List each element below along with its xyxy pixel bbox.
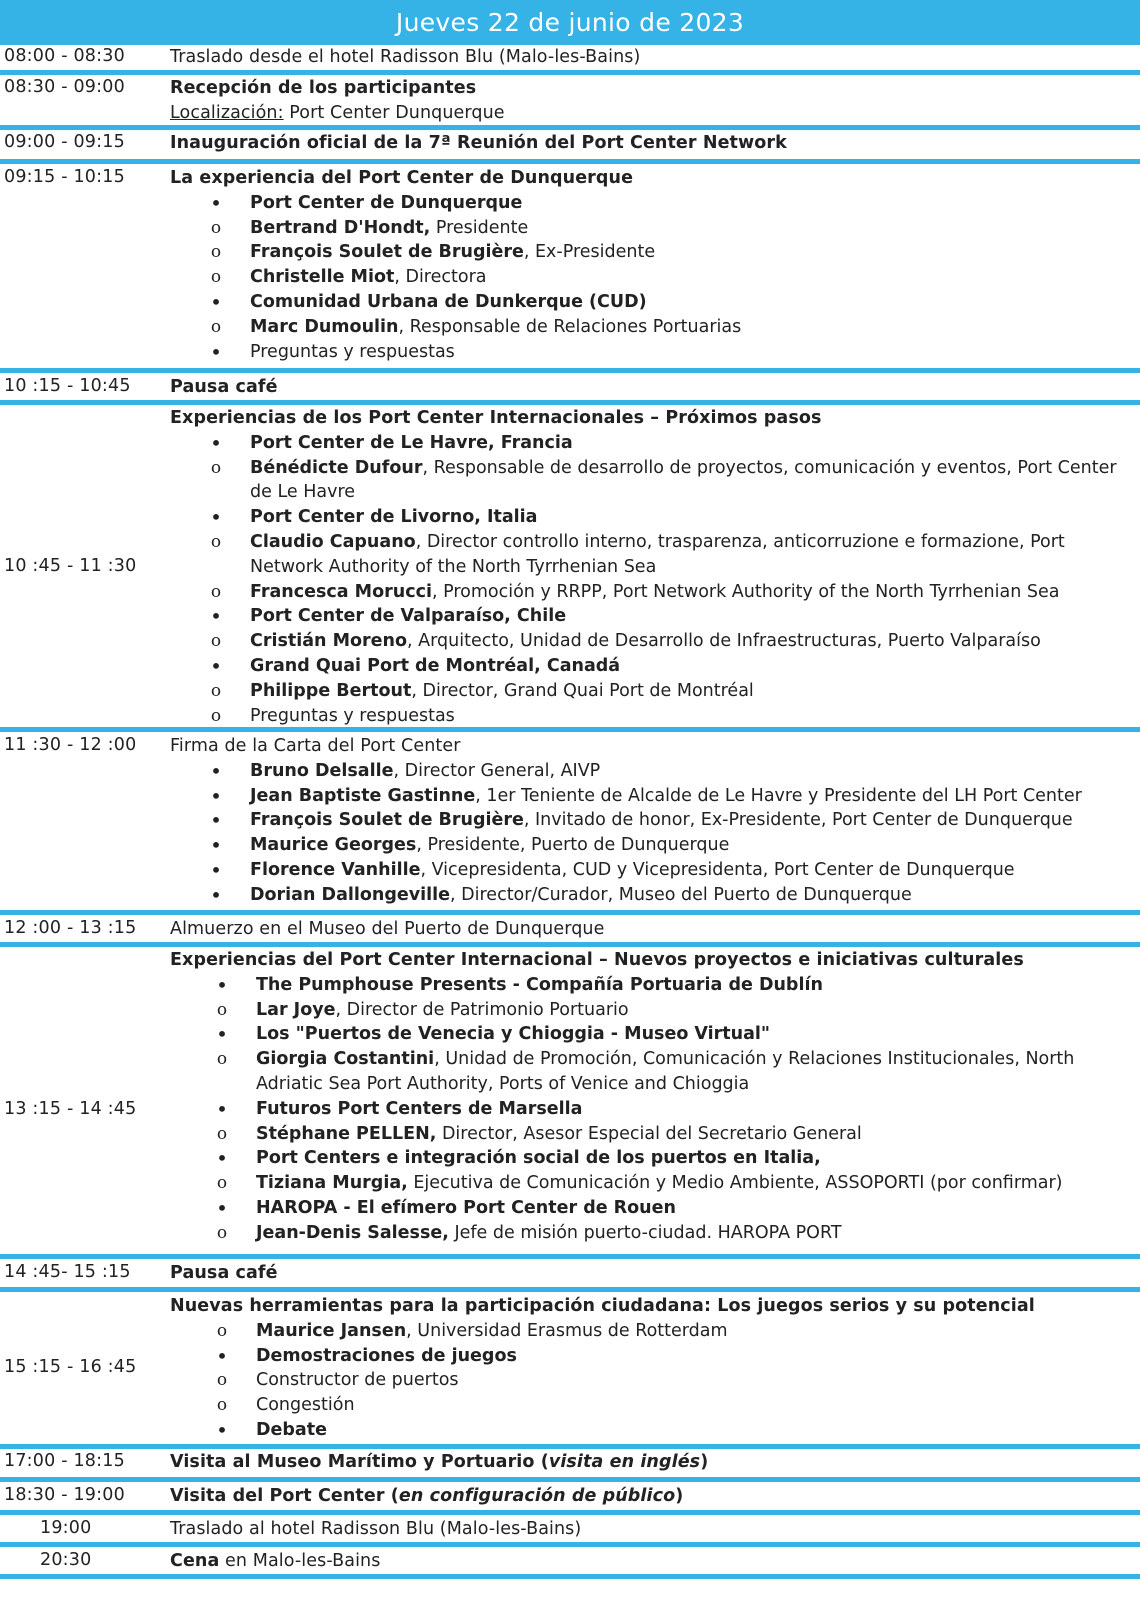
item-detail: Constructor de puertos xyxy=(256,1370,459,1391)
item-name: Port Centers e integración social de los puertos en Italia, xyxy=(256,1148,821,1169)
bullet-marker: • xyxy=(210,808,222,833)
circle-marker: o xyxy=(210,217,222,238)
row-time: 08:00 - 08:30 xyxy=(4,46,125,66)
row-title: Firma de la Carta del Port Center xyxy=(170,736,461,756)
row-title xyxy=(170,948,1140,973)
row-title-text: Pausa café xyxy=(170,377,278,397)
item-name: Demostraciones de juegos xyxy=(256,1345,517,1366)
row-title: Almuerzo en el Museo del Puerto de Dunquerque xyxy=(170,919,605,939)
row-content xyxy=(170,1261,1140,1286)
row-title-text: Experiencias de los Port Center Internacionales – Próximos pasos xyxy=(170,408,822,428)
list-item xyxy=(170,629,1140,654)
bullet-marker: • xyxy=(210,833,222,858)
list-item xyxy=(170,1097,1140,1122)
bullet-marker: • xyxy=(216,1146,228,1171)
row-separator xyxy=(0,400,1140,405)
list-item xyxy=(170,265,1140,290)
row-title-text: Pausa café xyxy=(170,1263,278,1283)
list-item xyxy=(170,654,1140,679)
row-title: Traslado desde el hotel Radisson Blu (Malo-les-Bains) xyxy=(170,47,641,67)
item-detail: , Ex-Presidente xyxy=(523,242,656,263)
list-item xyxy=(170,315,1140,340)
bullet-marker: • xyxy=(210,339,222,364)
item-name: Philippe Bertout xyxy=(250,680,412,701)
item-detail: , Invitado de honor, Ex-Presidente, Port Center de Dunquerque xyxy=(523,810,1073,831)
item-name: The Pumphouse Presents - Compañía Portuaria de Dublín xyxy=(256,974,823,995)
page-title: Jueves 22 de junio de 2023 xyxy=(395,8,745,37)
bullet-marker: • xyxy=(210,604,222,629)
bullet-marker: • xyxy=(210,190,222,215)
item-detail: , Responsable de Relaciones Portuarias xyxy=(398,316,742,337)
circle-marker: o xyxy=(216,999,228,1020)
item-detail: , Universidad Erasmus de Rotterdam xyxy=(406,1320,728,1341)
schedule-row xyxy=(0,131,1140,157)
list-item xyxy=(170,858,1140,883)
list-item xyxy=(170,679,1140,704)
list-item xyxy=(170,1344,1140,1369)
item-name: François Soulet de Brugière xyxy=(250,810,524,831)
circle-marker: o xyxy=(210,242,222,263)
row-title xyxy=(170,131,1140,156)
item-name: Grand Quai Port de Montréal, Canadá xyxy=(250,655,621,676)
item-name: Florence Vanhille xyxy=(250,859,421,880)
row-title-text: Visita al Museo Marítimo y Portuario ( xyxy=(170,1452,549,1472)
circle-marker: o xyxy=(216,1173,228,1194)
schedule-row xyxy=(0,734,1140,908)
schedule-row xyxy=(0,76,1140,124)
list-item xyxy=(170,240,1140,265)
bullet-marker: • xyxy=(216,1195,228,1220)
item-name: Maurice Jansen xyxy=(256,1320,407,1341)
bullet-marker: • xyxy=(216,972,228,997)
item-name: Tiziana Murgia, xyxy=(256,1173,408,1194)
row-content xyxy=(170,1549,1140,1574)
bullet-marker: • xyxy=(210,289,222,314)
row-content xyxy=(170,734,1140,908)
item-detail: , Director, Grand Quai Port de Montréal xyxy=(411,680,754,701)
list-item xyxy=(170,1368,1140,1393)
row-time: 14 :45- 15 :15 xyxy=(4,1262,131,1282)
row-time: 10 :15 - 10:45 xyxy=(4,376,131,396)
row-separator xyxy=(0,1477,1140,1482)
list-item xyxy=(170,505,1140,530)
circle-marker: o xyxy=(210,705,222,726)
row-title-text: Recepción de los participantes xyxy=(170,78,477,98)
row-content xyxy=(170,375,1140,400)
row-content xyxy=(170,1484,1140,1509)
circle-marker: o xyxy=(216,1370,228,1391)
row-content xyxy=(170,948,1140,1246)
list-item xyxy=(170,1221,1140,1246)
row-title xyxy=(170,406,1140,431)
item-name: HAROPA - El efímero Port Center de Rouen xyxy=(256,1197,676,1218)
row-separator xyxy=(0,1254,1140,1259)
bullet-marker: • xyxy=(210,882,222,907)
list-item xyxy=(170,883,1140,908)
row-title xyxy=(170,375,1140,400)
row-title xyxy=(170,1450,1140,1475)
row-time: 10 :45 - 11 :30 xyxy=(4,556,137,576)
row-time: 08:30 - 09:00 xyxy=(4,77,125,97)
row-content xyxy=(170,76,1140,126)
item-detail: Congestión xyxy=(256,1395,355,1416)
list-item xyxy=(170,1146,1140,1171)
circle-marker: o xyxy=(216,1395,228,1416)
bullet-marker: • xyxy=(210,857,222,882)
list-item xyxy=(170,456,1140,506)
schedule-row xyxy=(0,1517,1140,1541)
row-separator xyxy=(0,159,1140,164)
item-name: Port Center de Dunquerque xyxy=(250,192,523,213)
item-detail: Director, Asesor Especial del Secretario General xyxy=(436,1123,862,1144)
list-item xyxy=(170,1022,1140,1047)
item-name: Dorian Dallongeville xyxy=(250,884,451,905)
item-name: Comunidad Urbana de Dunkerque (CUD) xyxy=(250,291,647,312)
list-item xyxy=(170,1122,1140,1147)
list-item xyxy=(170,833,1140,858)
row-separator xyxy=(0,1287,1140,1292)
row-title-text: Nuevas herramientas para la participación ciudadana: Los juegos serios y su potencial xyxy=(170,1296,1035,1316)
row-title-text: ) xyxy=(675,1486,684,1506)
item-detail: , Arquitecto, Unidad de Desarrollo de Infraestructuras, Puerto Valparaíso xyxy=(407,631,1041,652)
circle-marker: o xyxy=(216,1049,228,1070)
list-item xyxy=(170,704,1140,729)
item-name: Bruno Delsalle xyxy=(250,760,394,781)
item-name: Francesca Morucci xyxy=(250,581,432,602)
schedule-row xyxy=(0,948,1140,1248)
circle-marker: o xyxy=(210,680,222,701)
row-title xyxy=(170,1261,1140,1286)
row-title xyxy=(170,1549,1140,1574)
row-title xyxy=(170,76,1140,101)
row-separator xyxy=(0,70,1140,75)
item-name: Giorgia Costantini xyxy=(256,1049,435,1070)
row-time: 18:30 - 19:00 xyxy=(4,1485,125,1505)
item-name: Stéphane PELLEN, xyxy=(256,1123,437,1144)
circle-marker: o xyxy=(216,1222,228,1243)
item-detail: , Director controllo interno, trasparenza, anticorruzione e formazione, Port Network Authority of the North Tyrrhenian Sea xyxy=(250,531,1065,577)
row-time: 13 :15 - 14 :45 xyxy=(4,1099,137,1119)
bullet-marker: • xyxy=(210,783,222,808)
list-item xyxy=(170,973,1140,998)
list-item xyxy=(170,580,1140,605)
item-name: Port Center de Le Havre, Francia xyxy=(250,432,573,453)
list-item xyxy=(170,1418,1140,1443)
row-title-italic: en configuración de público xyxy=(398,1486,676,1506)
row-title-text: La experiencia del Port Center de Dunquerque xyxy=(170,168,634,188)
item-name: Los "Puertos de Venecia y Chioggia - Museo Virtual" xyxy=(256,1024,771,1045)
row-time: 11 :30 - 12 :00 xyxy=(4,735,137,755)
item-name: Christelle Miot xyxy=(250,267,395,288)
row-separator xyxy=(0,910,1140,915)
bullet-marker: • xyxy=(216,1022,228,1047)
item-detail: Preguntas y respuestas xyxy=(250,341,455,362)
circle-marker: o xyxy=(210,581,222,602)
item-name: Port Center de Livorno, Italia xyxy=(250,507,538,528)
row-title-rest: en Malo-les-Bains xyxy=(219,1551,381,1571)
list-item xyxy=(170,340,1140,365)
row-separator xyxy=(0,1444,1140,1449)
schedule-row xyxy=(0,45,1140,69)
circle-marker: o xyxy=(210,267,222,288)
schedule-row xyxy=(0,1484,1140,1510)
row-title-italic: visita en inglés xyxy=(548,1452,701,1472)
schedule-row xyxy=(0,406,1140,724)
item-name: Cristián Moreno xyxy=(250,631,408,652)
schedule-row xyxy=(0,1294,1140,1444)
list-item xyxy=(170,808,1140,833)
item-name: Jean Baptiste Gastinne xyxy=(250,785,476,806)
item-name: Jean-Denis Salesse, xyxy=(256,1222,449,1243)
row-time: 09:15 - 10:15 xyxy=(4,167,125,187)
row-content xyxy=(170,45,1140,70)
row-content xyxy=(170,131,1140,156)
item-detail: , Directora xyxy=(394,267,487,288)
bullet-marker: • xyxy=(210,430,222,455)
row-separator xyxy=(0,1542,1140,1547)
row-title xyxy=(170,166,1140,191)
circle-marker: o xyxy=(210,631,222,652)
circle-marker: o xyxy=(210,531,222,552)
list-item xyxy=(170,290,1140,315)
item-detail: , Director de Patrimonio Portuario xyxy=(335,999,629,1020)
row-time: 12 :00 - 13 :15 xyxy=(4,918,137,938)
list-item xyxy=(170,191,1140,216)
circle-marker: o xyxy=(216,1320,228,1341)
item-detail: , Director General, AIVP xyxy=(393,760,601,781)
row-title: Traslado al hotel Radisson Blu (Malo-les-Bains) xyxy=(170,1519,582,1539)
circle-marker: o xyxy=(210,457,222,478)
row-content xyxy=(170,1450,1140,1475)
list-item xyxy=(170,998,1140,1023)
row-content xyxy=(170,917,1140,942)
list-item xyxy=(170,431,1140,456)
list-item xyxy=(170,1047,1140,1097)
list-item xyxy=(170,1196,1140,1221)
item-detail: Presidente xyxy=(430,217,529,238)
item-name: Marc Dumoulin xyxy=(250,316,399,337)
item-name: Lar Joye xyxy=(256,999,336,1020)
item-name: Bénédicte Dufour xyxy=(250,457,423,478)
item-detail: Jefe de misión puerto-ciudad. HAROPA PORT xyxy=(448,1222,842,1243)
row-time: 20:30 xyxy=(40,1550,92,1570)
list-item xyxy=(170,1171,1140,1196)
schedule-row xyxy=(0,917,1140,941)
row-title-text: Visita del Port Center ( xyxy=(170,1486,399,1506)
row-title-text: Cena xyxy=(170,1551,220,1571)
row-title xyxy=(170,1484,1140,1509)
bullet-marker: • xyxy=(210,505,222,530)
schedule-row xyxy=(0,1450,1140,1476)
item-detail: , Unidad de Promoción, Comunicación y Relaciones Institucionales, North Adriatic Sea Port Authority, Ports of Venice and Chioggia xyxy=(256,1049,1075,1094)
page-header xyxy=(0,0,1140,45)
bullet-marker: • xyxy=(210,758,222,783)
row-title xyxy=(170,1294,1140,1319)
row-content xyxy=(170,1294,1140,1443)
row-title-text: ) xyxy=(700,1452,709,1472)
list-item xyxy=(170,216,1140,241)
row-location xyxy=(170,101,1140,126)
circle-marker: o xyxy=(210,316,222,337)
bullet-marker: • xyxy=(216,1343,228,1368)
item-detail: , Promoción y RRPP, Port Network Authority of the North Tyrrhenian Sea xyxy=(431,581,1060,602)
item-name: Bertrand D'Hondt, xyxy=(250,217,431,238)
item-detail: , Responsable de desarrollo de proyectos, comunicación y eventos, Port Center de Le Havre xyxy=(250,457,1117,503)
item-name: Port Center de Valparaíso, Chile xyxy=(250,606,567,627)
circle-marker: o xyxy=(216,1123,228,1144)
item-detail: , 1er Teniente de Alcalde de Le Havre y Presidente del LH Port Center xyxy=(475,785,1082,806)
item-detail: Preguntas y respuestas xyxy=(250,705,455,726)
list-item xyxy=(170,784,1140,809)
item-name: Futuros Port Centers de Marsella xyxy=(256,1098,583,1119)
row-separator xyxy=(0,1574,1140,1579)
row-separator xyxy=(0,368,1140,373)
row-time: 15 :15 - 16 :45 xyxy=(4,1357,137,1377)
item-name: François Soulet de Brugière xyxy=(250,242,524,263)
item-detail: , Presidente, Puerto de Dunquerque xyxy=(416,835,730,856)
list-item xyxy=(170,1393,1140,1418)
item-detail: Ejecutiva de Comunicación y Medio Ambiente, ASSOPORTI (por confirmar) xyxy=(407,1173,1063,1194)
row-separator xyxy=(0,1510,1140,1515)
item-detail: , Vicepresidenta, CUD y Vicepresidenta, Port Center de Dunquerque xyxy=(420,859,1015,880)
item-name: Maurice Georges xyxy=(250,835,417,856)
row-content xyxy=(170,1517,1140,1542)
item-name: Claudio Capuano xyxy=(250,531,416,552)
bullet-marker: • xyxy=(216,1417,228,1442)
schedule-row xyxy=(0,1261,1140,1285)
schedule-row xyxy=(0,1549,1140,1573)
row-title-text: Experiencias del Port Center Internacional – Nuevos proyectos e iniciativas culturales xyxy=(170,950,1024,970)
schedule-row xyxy=(0,166,1140,366)
row-time: 09:00 - 09:15 xyxy=(4,132,125,152)
list-item xyxy=(170,604,1140,629)
schedule-row xyxy=(0,375,1140,399)
row-separator xyxy=(0,727,1140,732)
row-content xyxy=(170,166,1140,364)
item-name: Debate xyxy=(256,1419,327,1440)
bullet-marker: • xyxy=(216,1096,228,1121)
row-separator xyxy=(0,125,1140,130)
bullet-marker: • xyxy=(210,653,222,678)
row-time: 17:00 - 18:15 xyxy=(4,1451,125,1471)
list-item xyxy=(170,1319,1140,1344)
row-content xyxy=(170,406,1140,728)
list-item xyxy=(170,530,1140,580)
row-separator xyxy=(0,942,1140,947)
list-item xyxy=(170,759,1140,784)
row-title-text: Inauguración oficial de la 7ª Reunión del Port Center Network xyxy=(170,133,787,153)
row-time: 19:00 xyxy=(40,1518,92,1538)
location-value: Port Center Dunquerque xyxy=(283,102,505,123)
location-label: Localización: xyxy=(170,102,284,123)
item-detail: , Director/Curador, Museo del Puerto de Dunquerque xyxy=(450,884,912,905)
